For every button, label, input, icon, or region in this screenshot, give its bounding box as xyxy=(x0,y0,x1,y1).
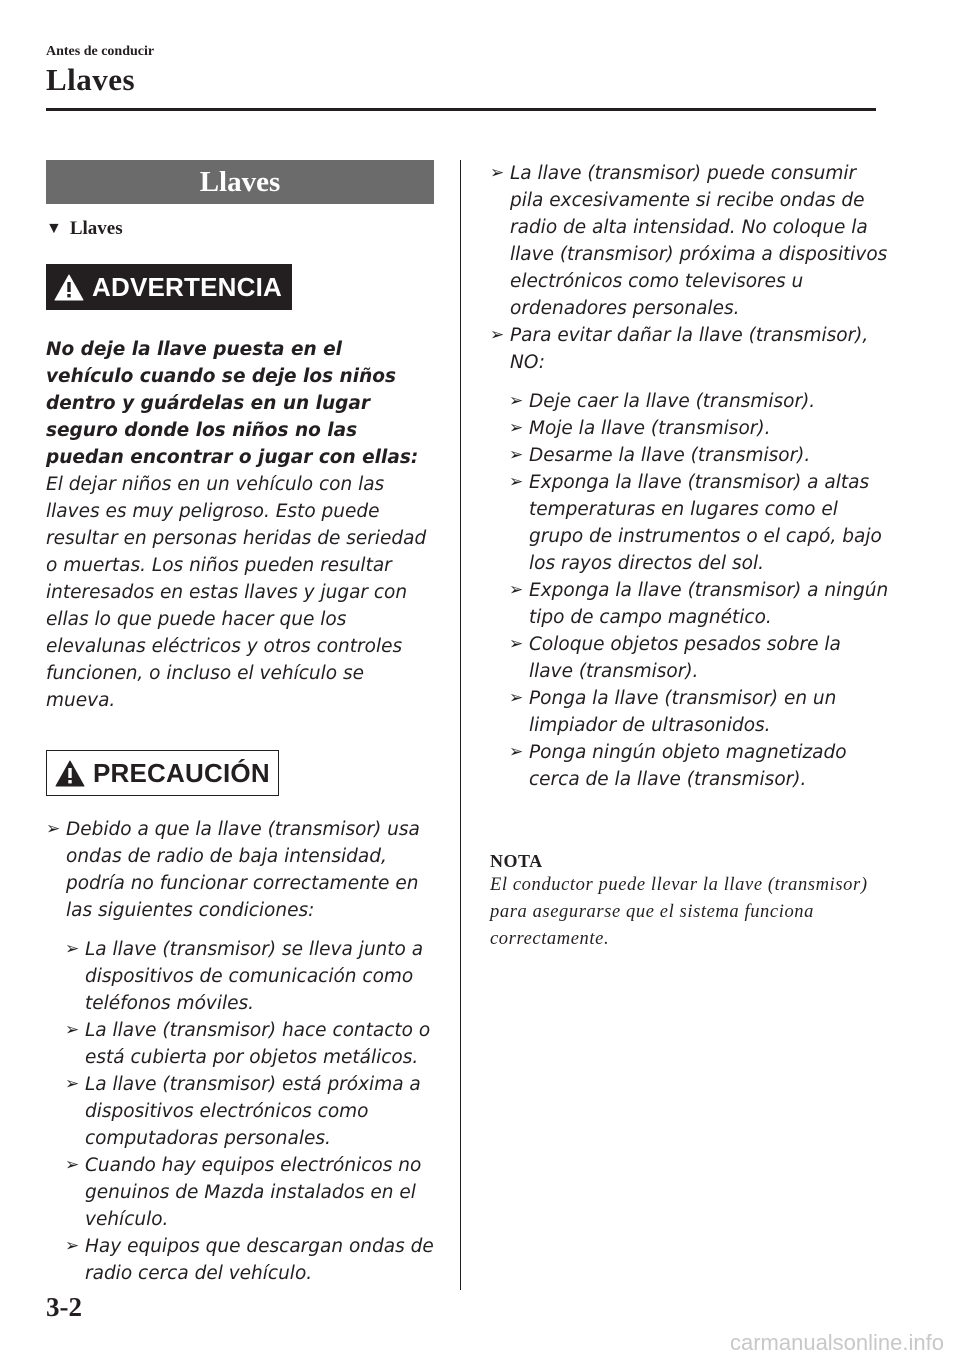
list-item: ➢ Hay equipos que descargan ondas de radio cerca del vehículo. xyxy=(65,1233,434,1287)
list-item: ➢ Ponga la llave (transmisor) en un limpiador de ultrasonidos. xyxy=(509,685,890,739)
page-number: 3-2 xyxy=(46,1292,82,1322)
arrowhead-bullet-icon: ➢ xyxy=(490,325,505,345)
arrowhead-bullet-icon: ➢ xyxy=(509,580,524,600)
warning-body: El dejar niños en un vehículo con las llaves es muy peligroso. Esto puede resultar en personas heridas de seriedad o muertas. Los niños pueden resultar interesados en estas llaves y jugar con ellas lo que puede hacer que los elevalunas eléctricos y otros controles funcionen, o incluso el vehículo se mueva. xyxy=(46,474,427,711)
caution-label: PRECAUCIÓN xyxy=(93,757,270,788)
subsection-heading xyxy=(46,218,434,240)
arrowhead-bullet-icon: ➢ xyxy=(509,634,524,654)
note-title: NOTA xyxy=(490,851,543,871)
caution-list-continued xyxy=(490,160,890,376)
subsection-label: Llaves xyxy=(69,218,123,239)
arrowhead-bullet-icon: ➢ xyxy=(509,445,524,465)
triangle-down-icon: ▼ xyxy=(46,220,62,237)
note-text: El conductor puede llevar la llave (transmisor) para asegurarse que el sistema funciona correctamente. xyxy=(490,875,868,949)
arrowhead-bullet-icon: ➢ xyxy=(65,1236,80,1256)
list-item: ➢ Moje la llave (transmisor). xyxy=(509,415,890,442)
arrowhead-bullet-icon: ➢ xyxy=(509,418,524,438)
page-title: Llaves xyxy=(46,62,136,97)
arrowhead-bullet-icon: ➢ xyxy=(509,391,524,411)
header-rule xyxy=(46,108,876,111)
list-item: ➢ La llave (transmisor) se lleva junto a dispositivos de comunicación como teléfonos móviles. xyxy=(65,936,434,1017)
warning-badge xyxy=(46,264,292,310)
left-column xyxy=(46,160,434,1287)
caution-list xyxy=(46,816,434,924)
arrowhead-bullet-icon: ➢ xyxy=(509,688,524,708)
list-item: ➢ La llave (transmisor) está próxima a dispositivos electrónicos como computadoras personales. xyxy=(65,1071,434,1152)
warning-triangle-icon xyxy=(54,274,84,301)
chapter-label: Antes de conducir xyxy=(46,44,155,59)
list-item: ➢ La llave (transmisor) hace contacto o está cubierta por objetos metálicos. xyxy=(65,1017,434,1071)
arrowhead-bullet-icon: ➢ xyxy=(509,742,524,762)
caution-sublist xyxy=(46,936,434,1287)
arrowhead-bullet-icon: ➢ xyxy=(46,819,61,839)
list-item: ➢ Exponga la llave (transmisor) a ningún tipo de campo magnético. xyxy=(509,577,890,631)
list-item: ➢ Para evitar dañar la llave (transmisor), NO: xyxy=(490,322,890,376)
damage-sublist xyxy=(490,388,890,793)
list-item: ➢ Cuando hay equipos electrónicos no genuinos de Mazda instalados en el vehículo. xyxy=(65,1152,434,1233)
warning-label: ADVERTENCIA xyxy=(92,271,282,302)
list-item: ➢ Exponga la llave (transmisor) a altas temperaturas en lugares como el grupo de instrumentos o el capó, bajo los rayos directos del sol. xyxy=(509,469,890,577)
arrowhead-bullet-icon: ➢ xyxy=(490,163,505,183)
warning-triangle-icon xyxy=(55,760,85,787)
arrowhead-bullet-icon: ➢ xyxy=(65,1020,80,1040)
list-item: ➢ La llave (transmisor) puede consumir pila excesivamente si recibe ondas de radio de alta intensidad. No coloque la llave (transmisor) próxima a dispositivos electrónicos como televisores u ordenadores personales. xyxy=(490,160,890,322)
list-item: ➢ Coloque objetos pesados sobre la llave (transmisor). xyxy=(509,631,890,685)
caution-badge xyxy=(46,750,279,796)
section-banner: Llaves xyxy=(46,160,434,204)
warning-text xyxy=(46,336,434,714)
list-item: ➢ Debido a que la llave (transmisor) usa ondas de radio de baja intensidad, podría no funcionar correctamente en las siguientes condiciones: xyxy=(46,816,434,924)
list-item: ➢ Deje caer la llave (transmisor). xyxy=(509,388,890,415)
arrowhead-bullet-icon: ➢ xyxy=(65,939,80,959)
list-item: ➢ Ponga ningún objeto magnetizado cerca de la llave (transmisor). xyxy=(509,739,890,793)
arrowhead-bullet-icon: ➢ xyxy=(65,1155,80,1175)
warning-lead: No deje la llave puesta en el vehículo cuando se deje los niños dentro y guárdelas en un lugar seguro donde los niños no las puedan encontrar o jugar con ellas: xyxy=(46,339,419,468)
arrowhead-bullet-icon: ➢ xyxy=(65,1074,80,1094)
arrowhead-bullet-icon: ➢ xyxy=(509,472,524,492)
column-divider xyxy=(460,160,461,1290)
watermark: carmanualsonline.info xyxy=(729,1330,944,1355)
right-column xyxy=(490,160,890,953)
list-item: ➢ Desarme la llave (transmisor). xyxy=(509,442,890,469)
